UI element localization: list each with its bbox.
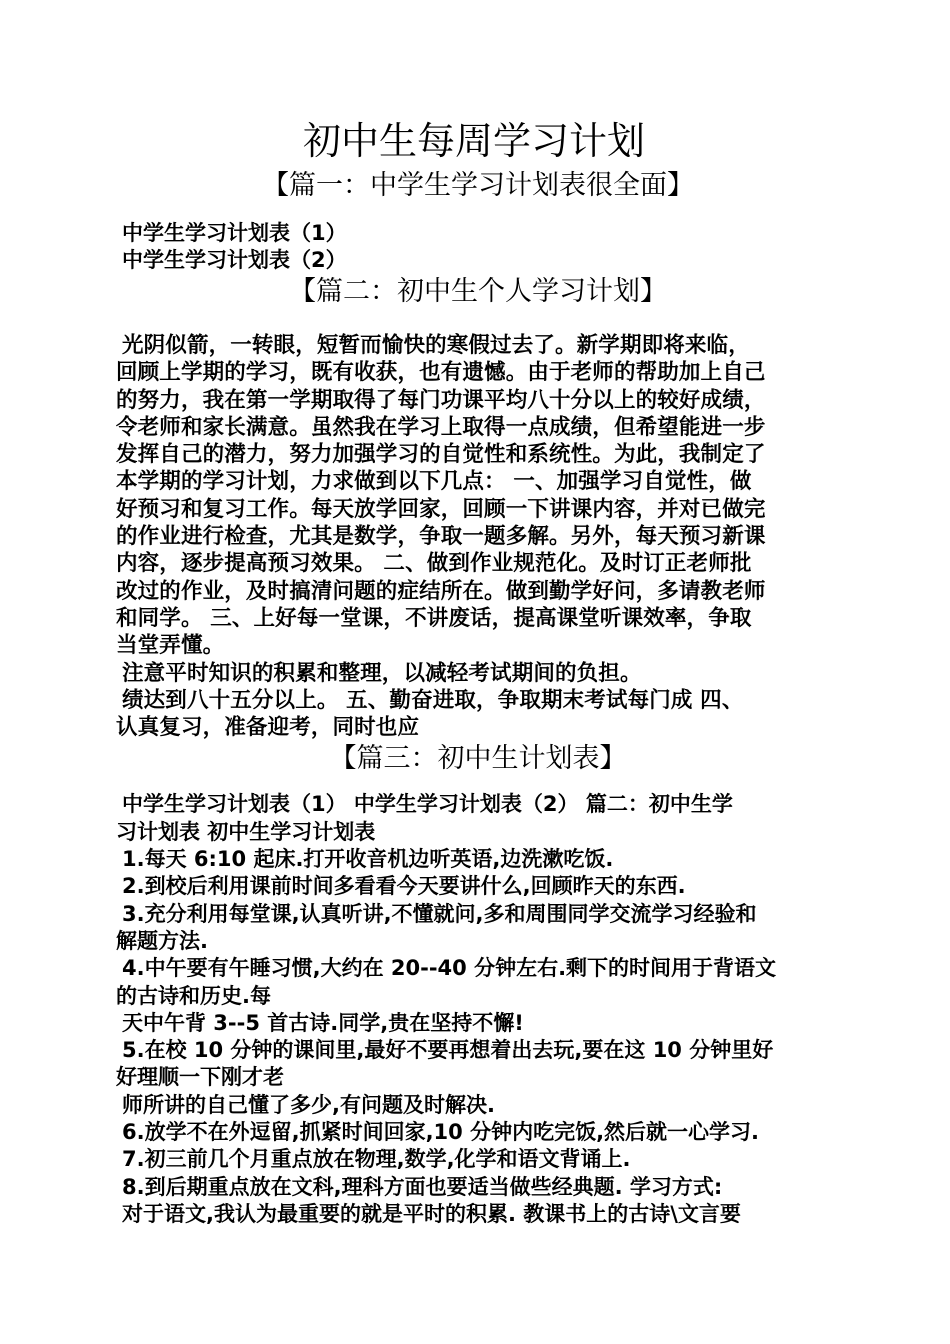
section-2-heading: 【篇二：初中生个人学习计划】	[289, 276, 667, 307]
list-line: 解题方法.	[116, 928, 208, 953]
list-line: 习计划表 初中生学习计划表	[116, 819, 376, 844]
list-item: 3.充分利用每堂课,认真听讲,不懂就问,多和周围同学交流学习经验和	[122, 901, 757, 926]
paragraph-line: 和同学。 三、上好每一堂课，不讲废话，提高课堂听课效率，争取	[116, 605, 752, 631]
section-1-item: 中学生学习计划表（2）	[122, 248, 347, 272]
paragraph-line: 好预习和复习工作。每天放学回家，回顾一下讲课内容，并对已做完	[116, 496, 766, 522]
list-item: 2.到校后利用课前时间多看看今天要讲什么,回顾昨天的东西.	[122, 874, 686, 899]
paragraph-line: 绩达到八十五分以上。 五、勤奋进取，争取期末考试每门成 四、	[122, 687, 744, 713]
list-line: 对于语文,我认为最重要的就是平时的积累. 教课书上的古诗\文言要	[122, 1201, 741, 1226]
list-item: 7.初三前几个月重点放在物理,数学,化学和语文背诵上.	[122, 1147, 631, 1172]
paragraph-line: 的作业进行检查，尤其是数学，争取一题多解。另外，每天预习新课	[116, 524, 766, 550]
paragraph-line: 回顾上学期的学习，既有收获，也有遗憾。由于老师的帮助加上自己	[116, 360, 766, 386]
document-title: 初中生每周学习计划	[302, 119, 645, 163]
list-item: 5.在校 10 分钟的课间里,最好不要再想着出去玩,要在这 10 分钟里好	[122, 1038, 774, 1063]
paragraph-line: 的努力，我在第一学期取得了每门功课平均八十分以上的较好成绩，	[116, 387, 766, 413]
paragraph-line: 令老师和家长满意。虽然我在学习上取得一点成绩，但希望能进一步	[116, 414, 766, 440]
section-1-item: 中学生学习计划表（1）	[122, 221, 347, 245]
list-line: 的古诗和历史.每	[116, 983, 271, 1008]
paragraph-line: 认真复习，准备迎考，同时也应	[116, 715, 420, 741]
list-item: 1.每天 6:10 起床.打开收音机边听英语,边洗漱吃饭.	[122, 847, 614, 872]
paragraph-line: 发挥自己的潜力，努力加强学习的自觉性和系统性。为此，我制定了	[116, 442, 766, 468]
list-line: 师所讲的自己懂了多少,有问题及时解决.	[122, 1092, 495, 1117]
list-item: 6.放学不在外逗留,抓紧时间回家,10 分钟内吃完饭,然后就一心学习.	[122, 1120, 760, 1145]
section-3-body	[116, 791, 840, 1228]
list-item: 8.到后期重点放在文科,理科方面也要适当做些经典题. 学习方式:	[122, 1174, 723, 1199]
section-1-heading: 【篇一：中学生学习计划表很全面】	[262, 170, 694, 201]
list-item: 4.中午要有午睡习惯,大约在 20--40 分钟左右.剩下的时间用于背语文	[122, 956, 777, 981]
paragraph-line: 注意平时知识的积累和整理，以减轻考试期间的负担。	[122, 660, 642, 686]
section-2-body	[116, 332, 840, 741]
paragraph-line: 当堂弄懂。	[116, 633, 225, 659]
paragraph-line: 改过的作业，及时搞清问题的症结所在。做到勤学好问，多请教老师	[116, 578, 766, 604]
paragraph-line: 本学期的学习计划，力求做到以下几点： 一、加强学习自觉性，做	[116, 469, 752, 495]
document-page	[116, 114, 840, 1228]
paragraph-line: 内容，逐步提高预习效果。 二、做到作业规范化。及时订正老师批	[116, 551, 752, 577]
list-line: 天中午背 3--5 首古诗.同学,贵在坚持不懈!	[122, 1010, 524, 1035]
paragraph-line: 光阴似箭，一转眼，短暂而愉快的寒假过去了。新学期即将来临，	[122, 333, 750, 358]
list-line: 中学生学习计划表（1） 中学生学习计划表（2） 篇二：初中生学	[122, 792, 733, 817]
list-line: 好理顺一下刚才老	[116, 1065, 284, 1090]
section-3-heading: 【篇三：初中生计划表】	[329, 743, 627, 775]
